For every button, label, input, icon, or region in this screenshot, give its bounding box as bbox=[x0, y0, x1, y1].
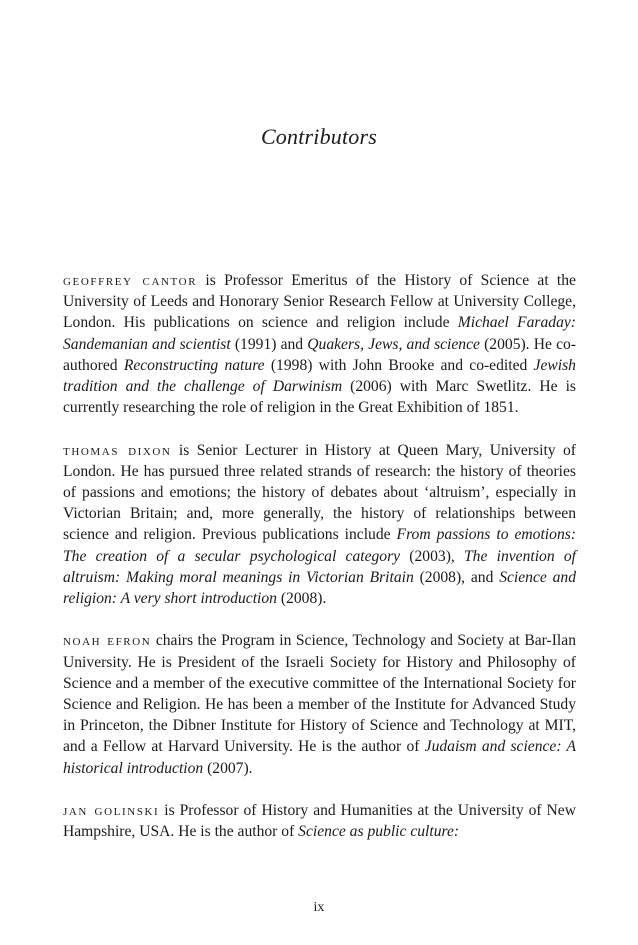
work-title: Michael Faraday: Sandemanian and scientist bbox=[63, 314, 576, 353]
bio-text: (1998) with John Brooke and co-edited bbox=[264, 356, 534, 374]
contributor-name: noah efron bbox=[63, 632, 152, 650]
work-title: Judaism and science: A historical introduction bbox=[63, 738, 576, 777]
page-title: Contributors bbox=[260, 124, 378, 149]
contributor-name: geoffrey cantor bbox=[63, 272, 198, 289]
contributor-entry bbox=[63, 440, 576, 610]
contributor-entry bbox=[63, 800, 576, 842]
contributor-list bbox=[63, 270, 576, 864]
bio-text: (2006) with Marc Swetlitz. He is currently researching the role of religion in the Great Exhibition of 1851. bbox=[63, 378, 576, 417]
contributor-name: thomas dixon bbox=[63, 441, 172, 459]
work-title: From passions to emotions: The creation of a secular psychological category bbox=[63, 526, 576, 565]
bio-text: (2008), and bbox=[413, 568, 500, 586]
bio-text: (1991) and bbox=[230, 335, 308, 353]
work-title: Science and religion: A very short introduction bbox=[63, 568, 576, 608]
page-number: ix bbox=[313, 900, 325, 915]
contributor-entry bbox=[63, 630, 576, 778]
work-title: Jewish tradition and the challenge of Darwinism bbox=[63, 356, 576, 396]
bio-text: chairs the Program in Science, Technology and Society at Bar-Ilan University. He is President of the Israeli Society for History and Philosophy of Science and a member of the executive committee of the International Society for Science and Religion. He has been a member of the Institute for Advanced Study in Princeton, the Dibner Institute for History of Science and Technology at MIT, and a Fellow at Harvard University. He is the author of bbox=[63, 632, 576, 756]
work-title: Quakers, Jews, and science bbox=[307, 335, 480, 353]
work-title: The invention of altruism: Making moral meanings in Victorian Britain bbox=[63, 547, 576, 586]
contributor-entry bbox=[63, 270, 576, 418]
bio-text: is Professor of History and Humanities at the University of New Hampshire, USA. He is the author of bbox=[63, 802, 576, 841]
bio-text: (2008). bbox=[276, 590, 327, 608]
work-title: Reconstructing nature bbox=[123, 356, 265, 374]
bio-text: is Professor Emeritus of the History of Science at the University of Leeds and Honorary Senior Research Fellow at University College, London. His publications on science and religion include bbox=[63, 272, 576, 332]
bio-text: (2003), bbox=[400, 547, 464, 565]
bio-text: is Senior Lecturer in History at Queen Mary, University of London. He has pursued three related strands of research: the history of theories of passions and emotions; the history of debates about ‘altruism’, especially in Victorian Britain; and, more generally, the history of relationships between science and religion. Previous publications include bbox=[63, 441, 576, 544]
bio-text: (2007). bbox=[203, 759, 253, 777]
contributor-name: jan golinski bbox=[63, 802, 160, 820]
bio-text: (2005). He co-authored bbox=[63, 335, 576, 374]
work-title: Science as public culture: bbox=[298, 823, 460, 841]
